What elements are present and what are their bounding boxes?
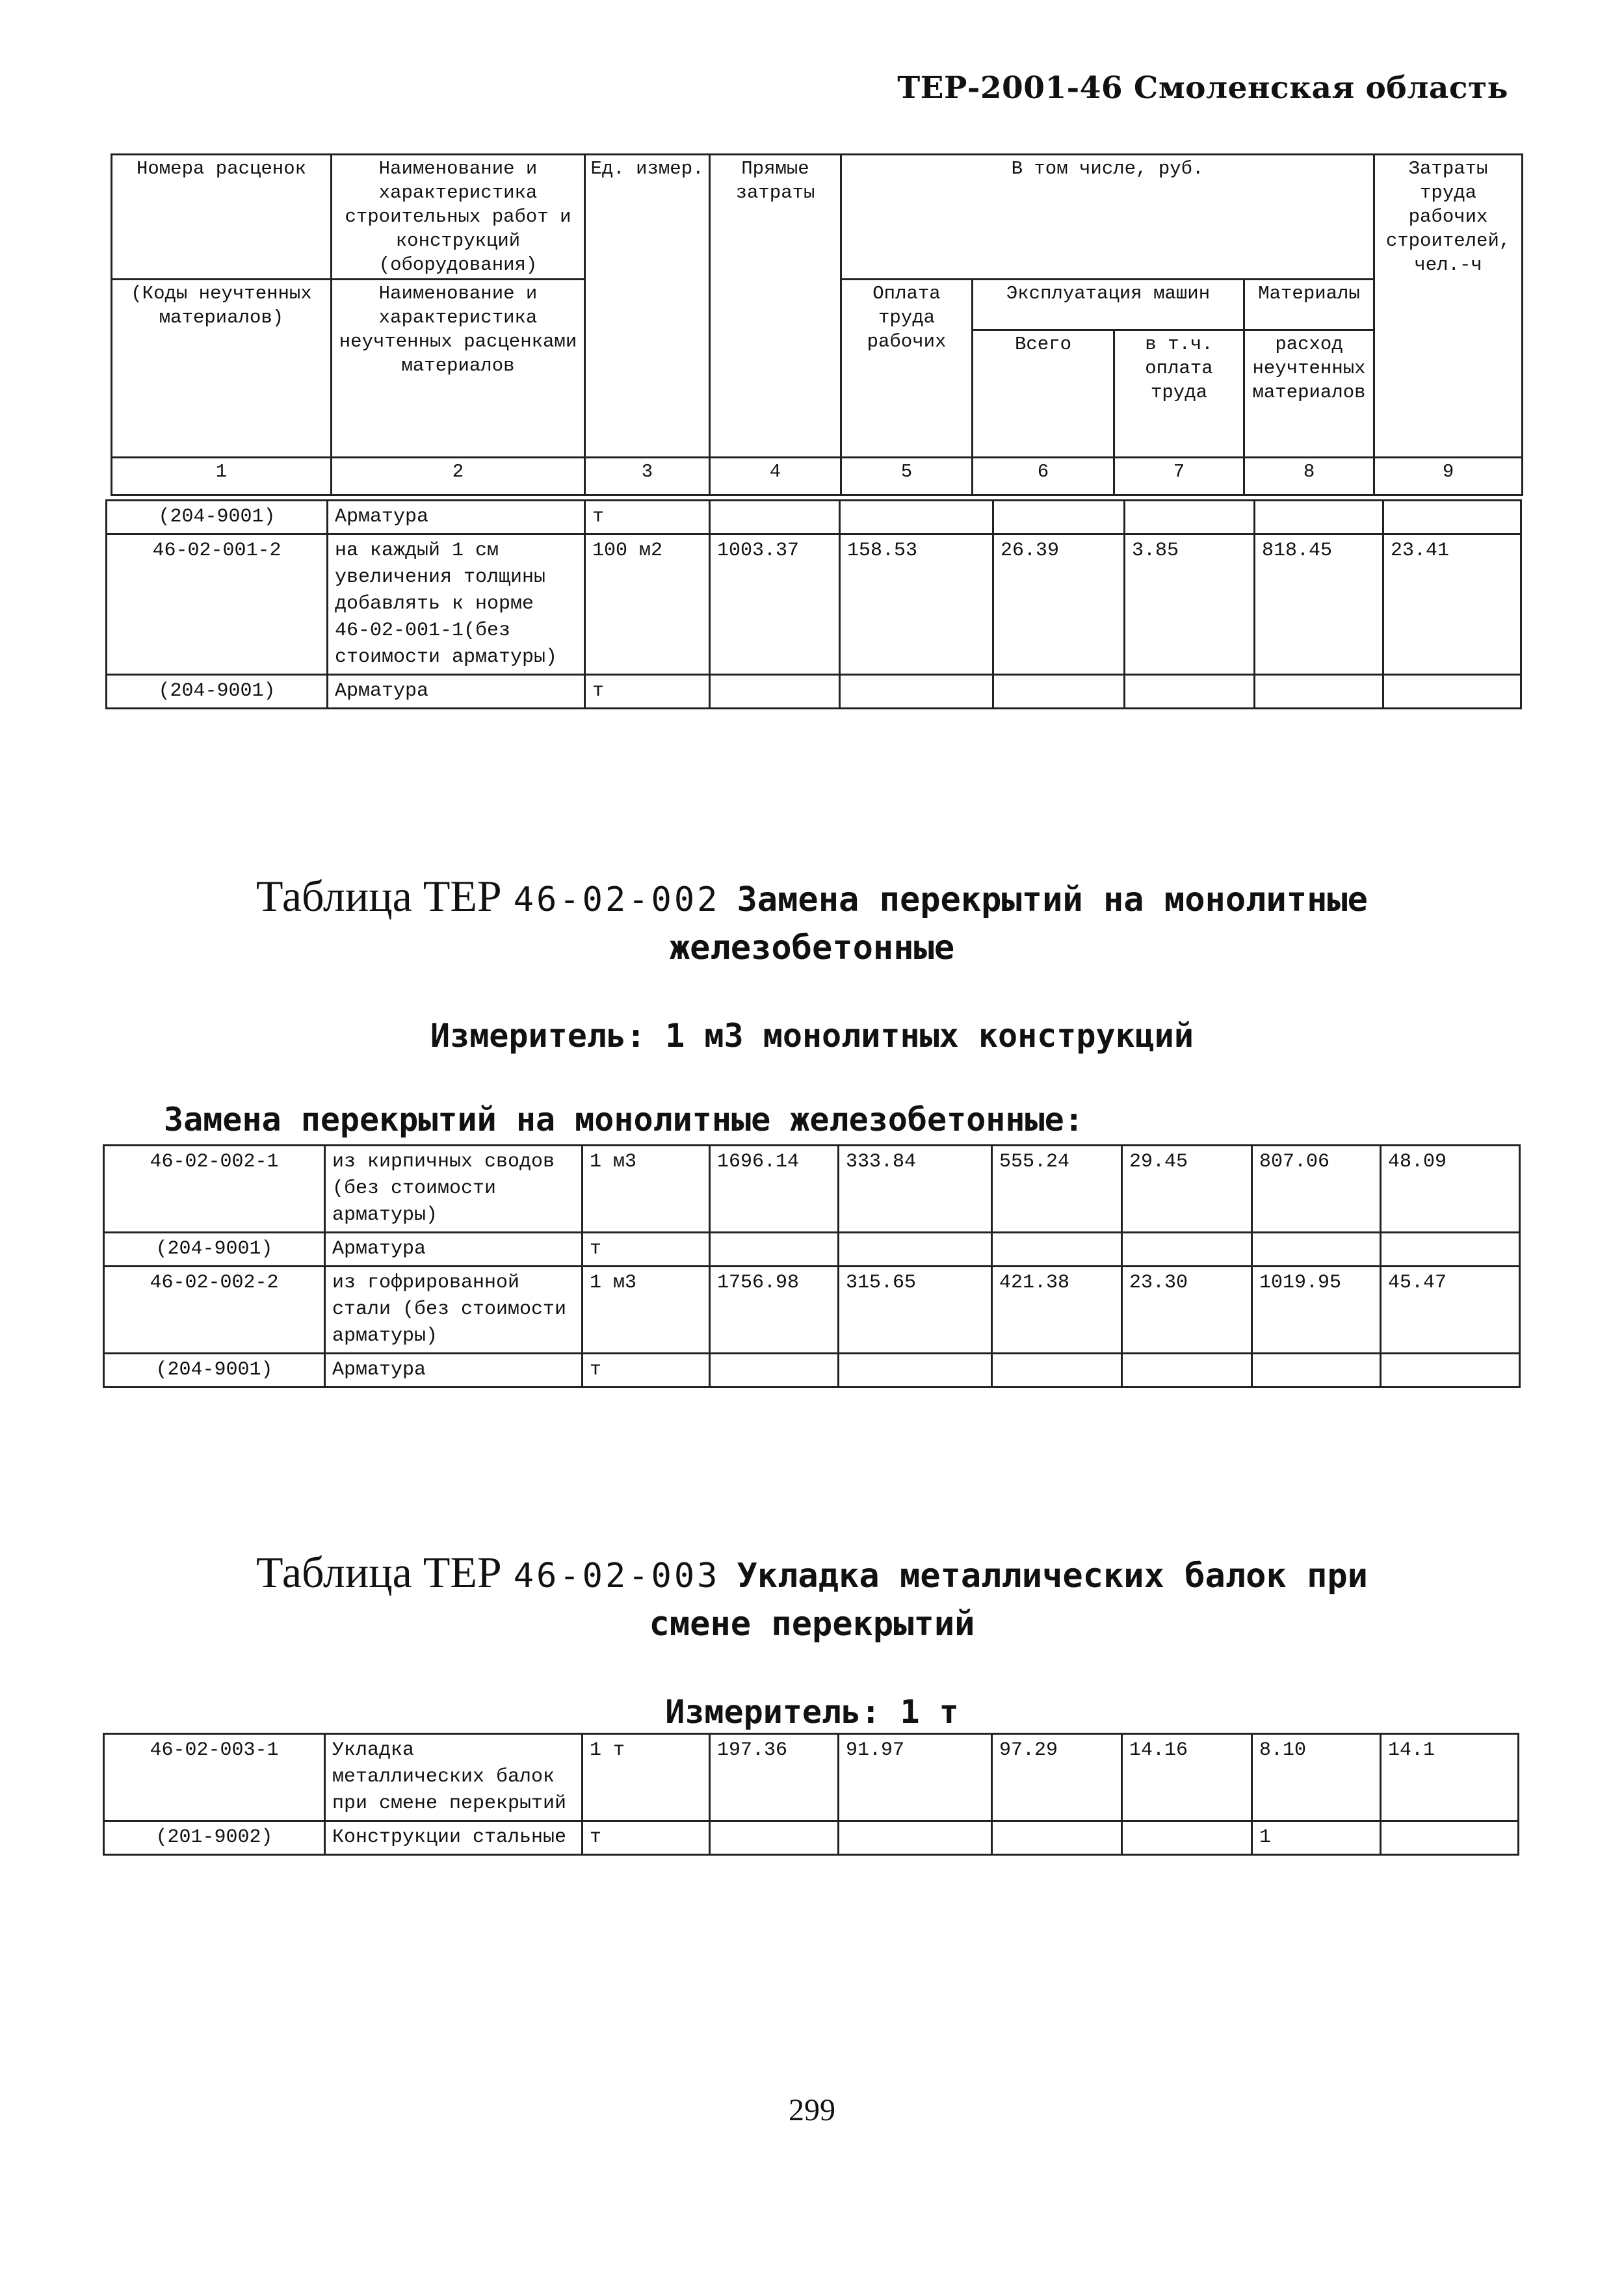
cell-labor-hours: 48.09	[1381, 1146, 1520, 1233]
cell-machine-wages	[1122, 1233, 1252, 1267]
page-number: 299	[789, 2093, 835, 2127]
table-code: 46-02-002	[513, 880, 720, 919]
header-cell-including: В том числе, руб.	[841, 155, 1374, 280]
header-cell-material-names: Наименование и характеристика неучтенных расценками материалов	[332, 280, 585, 458]
cell-materials: 807.06	[1252, 1146, 1381, 1233]
cell-direct-costs: 1003.37	[710, 534, 840, 675]
cell-item-name: Арматура	[325, 1354, 583, 1387]
cell-materials: 1	[1252, 1821, 1381, 1855]
cell-labor-hours	[1383, 675, 1521, 709]
header-cell-labor-costs: Затраты труда рабочих строителей, чел.-ч	[1374, 155, 1523, 458]
cell-materials: 818.45	[1255, 534, 1383, 675]
cell-rate-code: (204-9001)	[107, 501, 328, 534]
cell-wages: 91.97	[839, 1734, 992, 1821]
section-title-46-02-003	[0, 1547, 1624, 1598]
cell-machine-wages: 29.45	[1122, 1146, 1252, 1233]
cell-item-name: из кирпичных сводов (без стоимости арматуры)	[325, 1146, 583, 1233]
page-header-title: ТЕР-2001-46 Смоленская область	[897, 70, 1508, 106]
table-row	[104, 1734, 1519, 1821]
cell-machine-total	[993, 675, 1125, 709]
column-number: 4	[710, 458, 841, 495]
cell-unit: 100 м2	[585, 534, 710, 675]
cell-unit: 1 м3	[583, 1146, 710, 1233]
cell-machine-total	[992, 1821, 1122, 1855]
cell-machine-wages	[1122, 1821, 1252, 1855]
cell-rate-code: (201-9002)	[104, 1821, 325, 1855]
cell-machine-wages	[1125, 675, 1255, 709]
measure-unit-46-02-002: Измеритель: 1 м3 монолитных конструкций	[430, 1017, 1194, 1055]
table-row	[107, 534, 1521, 675]
rates-table-46-02-002	[103, 1144, 1521, 1388]
cell-machine-wages: 23.30	[1122, 1267, 1252, 1354]
header-cell-machine-total: Всего	[973, 330, 1114, 458]
cell-wages	[839, 1354, 992, 1387]
cell-labor-hours	[1381, 1821, 1519, 1855]
cell-wages	[839, 1821, 992, 1855]
table-row	[107, 675, 1521, 709]
cell-wages	[840, 675, 993, 709]
cell-rate-code: 46-02-002-2	[104, 1267, 325, 1354]
cell-unit: 1 т	[583, 1734, 710, 1821]
column-number: 7	[1114, 458, 1244, 495]
cell-materials	[1252, 1354, 1381, 1387]
title-prefix: Таблица ТЕР	[256, 871, 502, 921]
title-line-1: Замена перекрытий на монолитные	[737, 880, 1368, 919]
table-row	[104, 1233, 1520, 1267]
cell-labor-hours	[1383, 501, 1521, 534]
section-title-line-2: смене перекрытий	[649, 1605, 975, 1644]
cell-wages	[840, 501, 993, 534]
cell-rate-code: 46-02-001-2	[107, 534, 328, 675]
cell-unit: т	[585, 675, 710, 709]
table-row	[104, 1354, 1520, 1387]
cell-item-name: Арматура	[328, 501, 585, 534]
table-code: 46-02-003	[513, 1557, 720, 1596]
cell-direct-costs: 1696.14	[710, 1146, 839, 1233]
cell-item-name: Конструкции стальные	[325, 1821, 583, 1855]
cell-direct-costs	[710, 675, 840, 709]
cell-materials: 1019.95	[1252, 1267, 1381, 1354]
header-cell-direct-costs: Прямые затраты	[710, 155, 841, 458]
cell-machine-total	[993, 501, 1125, 534]
title-line-1: Укладка металлических балок при	[737, 1557, 1368, 1596]
column-header-table	[111, 153, 1523, 496]
cell-direct-costs	[710, 1354, 839, 1387]
cell-item-name: Арматура	[325, 1233, 583, 1267]
cell-rate-code: (204-9001)	[104, 1233, 325, 1267]
cell-rate-code: (204-9001)	[107, 675, 328, 709]
column-number: 8	[1244, 458, 1374, 495]
table-row	[104, 1821, 1519, 1855]
cell-wages: 333.84	[839, 1146, 992, 1233]
rates-table-46-02-003	[103, 1733, 1519, 1856]
cell-direct-costs	[710, 1233, 839, 1267]
cell-item-name: Арматура	[328, 675, 585, 709]
rates-table-46-02-001	[105, 499, 1522, 709]
header-cell-materials: Материалы	[1244, 280, 1374, 330]
cell-rate-code: (204-9001)	[104, 1354, 325, 1387]
column-number: 6	[973, 458, 1114, 495]
column-number: 2	[332, 458, 585, 495]
cell-machine-total	[992, 1354, 1122, 1387]
cell-materials	[1255, 675, 1383, 709]
column-number: 3	[585, 458, 710, 495]
table-row	[104, 1146, 1520, 1233]
cell-machine-total: 26.39	[993, 534, 1125, 675]
cell-direct-costs	[710, 1821, 839, 1855]
header-cell-material-codes: (Коды неучтенных материалов)	[112, 280, 332, 458]
cell-unit: т	[583, 1821, 710, 1855]
header-cell-machine-operation: Эксплуатация машин	[973, 280, 1244, 330]
table-row	[104, 1267, 1520, 1354]
cell-wages: 158.53	[840, 534, 993, 675]
cell-rate-code: 46-02-003-1	[104, 1734, 325, 1821]
cell-machine-total	[992, 1233, 1122, 1267]
cell-machine-wages	[1125, 501, 1255, 534]
column-number: 9	[1374, 458, 1523, 495]
measure-unit-46-02-003: Измеритель: 1 т	[665, 1693, 959, 1731]
cell-item-name: на каждый 1 см увеличения толщины добавлять к норме 46-02-001-1(без стоимости арматуры)	[328, 534, 585, 675]
cell-materials	[1255, 501, 1383, 534]
cell-wages	[839, 1233, 992, 1267]
table-subtitle: Замена перекрытий на монолитные железобетонные:	[164, 1101, 1084, 1138]
cell-item-name: из гофрированной стали (без стоимости арматуры)	[325, 1267, 583, 1354]
cell-machine-total: 421.38	[992, 1267, 1122, 1354]
cell-direct-costs: 197.36	[710, 1734, 839, 1821]
cell-direct-costs: 1756.98	[710, 1267, 839, 1354]
cell-unit: 1 м3	[583, 1267, 710, 1354]
section-title-46-02-002	[0, 871, 1624, 921]
cell-labor-hours: 23.41	[1383, 534, 1521, 675]
cell-materials	[1252, 1233, 1381, 1267]
header-cell-work-name: Наименование и характеристика строительных работ и конструкций (оборудования)	[332, 155, 585, 280]
cell-unit: т	[583, 1233, 710, 1267]
cell-labor-hours	[1381, 1354, 1520, 1387]
column-number: 5	[841, 458, 973, 495]
cell-machine-wages: 3.85	[1125, 534, 1255, 675]
cell-rate-code: 46-02-002-1	[104, 1146, 325, 1233]
header-cell-unit: Ед. измер.	[585, 155, 710, 458]
header-cell-material-consumption: расход неучтенных материалов	[1244, 330, 1374, 458]
title-prefix: Таблица ТЕР	[256, 1547, 502, 1597]
cell-materials: 8.10	[1252, 1734, 1381, 1821]
table-row	[107, 501, 1521, 534]
cell-machine-wages	[1122, 1354, 1252, 1387]
cell-direct-costs	[710, 501, 840, 534]
header-cell-rate-number: Номера расценок	[112, 155, 332, 280]
cell-machine-total: 555.24	[992, 1146, 1122, 1233]
header-cell-machine-wages: в т.ч. оплата труда	[1114, 330, 1244, 458]
section-title-line-2: железобетонные	[669, 928, 955, 967]
cell-unit: т	[583, 1354, 710, 1387]
cell-item-name: Укладка металлических балок при смене перекрытий	[325, 1734, 583, 1821]
cell-labor-hours: 45.47	[1381, 1267, 1520, 1354]
cell-machine-wages: 14.16	[1122, 1734, 1252, 1821]
cell-machine-total: 97.29	[992, 1734, 1122, 1821]
cell-labor-hours	[1381, 1233, 1520, 1267]
cell-wages: 315.65	[839, 1267, 992, 1354]
cell-labor-hours: 14.1	[1381, 1734, 1519, 1821]
cell-unit: т	[585, 501, 710, 534]
column-number: 1	[112, 458, 332, 495]
header-cell-wages: Оплата труда рабочих	[841, 280, 973, 458]
